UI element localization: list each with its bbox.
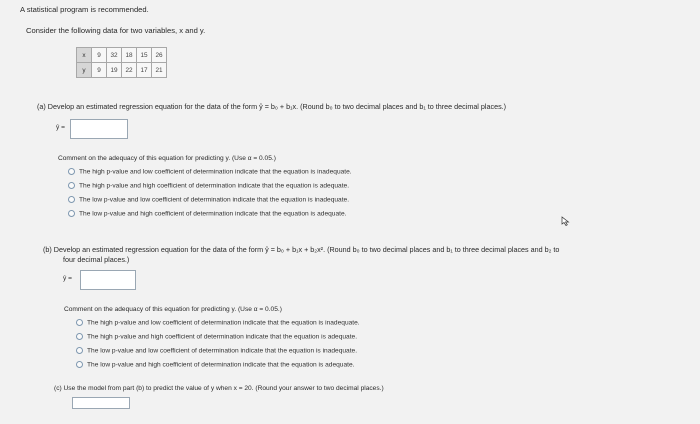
table-row-y — [77, 63, 167, 78]
part-c-prompt: (c) Use the model from part (b) to predict the value of y when x = 20. (Round your answer to two decimal places.) — [54, 385, 384, 392]
radio-button[interactable] — [76, 361, 83, 368]
mouse-pointer-icon — [561, 216, 570, 226]
radio-button[interactable] — [76, 333, 83, 340]
part-a-answer-input[interactable] — [70, 119, 128, 139]
part-a-option-4[interactable]: The low p-value and high coefficient of determination indicate that the equation is adequate. — [68, 210, 346, 218]
table-cell: 9 — [92, 48, 107, 63]
table-cell: 21 — [152, 63, 167, 78]
part-a-yhat-label: ŷ = — [56, 124, 65, 131]
part-c-answer-input[interactable] — [72, 397, 130, 409]
table-cell: 9 — [92, 63, 107, 78]
part-b-comment-prompt: Comment on the adequacy of this equation for predicting y. (Use α = 0.05.) — [64, 306, 282, 313]
part-a-option-3[interactable]: The low p-value and low coefficient of determination indicate that the equation is inadequate. — [68, 196, 349, 204]
radio-button[interactable] — [68, 210, 75, 217]
table-cell: 32 — [107, 48, 122, 63]
table-cell: 17 — [137, 63, 152, 78]
part-a-prompt: (a) Develop an estimated regression equation for the data of the form ŷ = b₀ + b₁x. (Round b₀ to two decimal places and b₁ to three decimal places.) — [37, 102, 507, 111]
part-b-prompt-line2: four decimal places.) — [63, 255, 130, 264]
part-a-option-2[interactable]: The high p-value and high coefficient of determination indicate that the equation is adequate. — [68, 182, 349, 190]
radio-button[interactable] — [68, 196, 75, 203]
table-row-x — [77, 48, 167, 63]
data-table — [76, 47, 167, 78]
part-b-option-3[interactable]: The low p-value and low coefficient of determination indicate that the equation is inadequate. — [76, 347, 357, 355]
part-b-option-4[interactable]: The low p-value and high coefficient of determination indicate that the equation is adequate. — [76, 361, 354, 369]
table-cell: 19 — [107, 63, 122, 78]
part-b-yhat-label: ŷ = — [63, 275, 72, 282]
recommendation-text: A statistical program is recommended. — [20, 5, 149, 14]
radio-button[interactable] — [76, 319, 83, 326]
radio-button[interactable] — [68, 168, 75, 175]
part-a-option-1[interactable]: The high p-value and low coefficient of determination indicate that the equation is inadequate. — [68, 168, 352, 176]
part-b-option-1[interactable]: The high p-value and low coefficient of determination indicate that the equation is inadequate. — [76, 319, 360, 327]
instruction-text: Consider the following data for two variables, x and y. — [26, 26, 206, 35]
table-header-y: y — [77, 63, 92, 78]
table-cell: 15 — [137, 48, 152, 63]
part-b-answer-input[interactable] — [80, 270, 136, 290]
table-cell: 26 — [152, 48, 167, 63]
part-a-comment-prompt: Comment on the adequacy of this equation for predicting y. (Use α = 0.05.) — [58, 155, 276, 162]
table-cell: 18 — [122, 48, 137, 63]
radio-button[interactable] — [76, 347, 83, 354]
part-b-prompt-line1: (b) Develop an estimated regression equation for the data of the form ŷ = b₀ + b₁x + b₂x². (Round b₀ to two decimal places and b₁ to three decimal places and b₂ to — [43, 245, 560, 254]
radio-button[interactable] — [68, 182, 75, 189]
part-b-option-2[interactable]: The high p-value and high coefficient of determination indicate that the equation is adequate. — [76, 333, 357, 341]
table-header-x: x — [77, 48, 92, 63]
table-cell: 22 — [122, 63, 137, 78]
